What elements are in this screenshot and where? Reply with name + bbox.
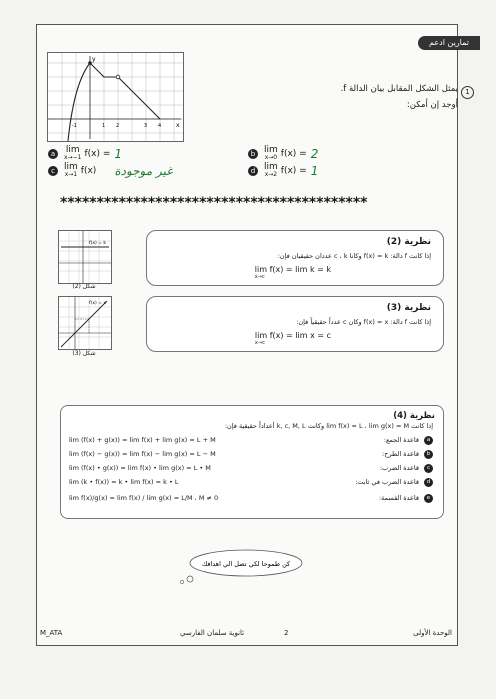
theorem4-box — [60, 405, 444, 519]
theorem3-graph — [58, 296, 112, 350]
handwritten-answer: 1 — [310, 164, 319, 178]
svg-text:f(x) = x: f(x) = x — [89, 301, 107, 306]
tick-label: 3 — [144, 123, 148, 129]
theorem3-title: نظرية (3) — [386, 303, 431, 313]
tick-label: 1 — [102, 123, 106, 129]
footer-school: ثانوية سلمان الفارسي — [180, 629, 245, 637]
curve-left — [68, 63, 90, 141]
x-label: x — [176, 122, 180, 129]
question-number: 1 — [461, 86, 474, 99]
option-c: c lim x→1 f(x) غير موجودة — [48, 164, 173, 178]
option-letter: a — [48, 149, 58, 159]
theorem3-text: إذا كانت f دالة: f(x) = x وكان c عدداً حقيقياً فإن: — [296, 318, 431, 326]
svg-text:f(x) = k: f(x) = k — [89, 241, 106, 246]
option-b: b lim x→0 f(x) = 2 — [248, 147, 318, 161]
cloud-text: كن طموحا لكي تصل الي اهدافك — [201, 560, 291, 568]
rule-a: lim (f(x) + g(x)) = lim f(x) + lim g(x) = L + M قاعدة الجمع: a — [69, 436, 433, 446]
theorem2-box — [146, 230, 444, 286]
option-letter: c — [48, 166, 58, 176]
theorem2-title: نظرية (2) — [386, 237, 431, 247]
exercise-banner: تمارين ادعم — [418, 36, 480, 50]
rule-d: lim (k • f(x)) = k • lim f(x) = k • L قاعدة الضرب في ثابت: d — [69, 478, 433, 488]
theorem2-text: إذا كانت f دالة: f(x) = k وكانا c ، k عددان حقيقيان فإن: — [277, 252, 431, 260]
theorem2-formula: lim f(x) = lim k = k x→c — [254, 265, 331, 280]
separator-stars: ****************************************** — [60, 195, 368, 211]
question-statement: يمثل الشكل المقابل بيان الدالة f. — [340, 84, 458, 94]
theorem2-graph — [58, 230, 112, 284]
question-instruction: أوجد إن أمكن: — [406, 100, 458, 110]
footer-unit: الوحدة الأولى — [413, 629, 452, 637]
rule-e: lim f(x)/g(x) = lim f(x) / lim g(x) = L/M ، M ≠ 0 قاعدة القسمة: e — [69, 494, 433, 504]
y-label: y — [92, 56, 96, 63]
tick-label: -1 — [72, 123, 77, 129]
theorem4-intro: إذا كانت lim f(x) = L ، lim g(x) = M وكانت k, c, M, L أعداداً حقيقية فإن: — [224, 422, 433, 430]
function-graph — [47, 52, 184, 142]
open-point — [116, 75, 120, 79]
rule-c: lim (f(x) • g(x)) = lim f(x) • lim g(x) = L • M قاعدة الضرب: c — [69, 464, 433, 474]
option-letter: d — [248, 166, 258, 176]
tick-label: 2 — [116, 123, 120, 129]
theorem3-box — [146, 296, 444, 352]
segment-right — [118, 77, 160, 119]
footer-page-number: 2 — [284, 629, 289, 637]
footer-author: M_ATA — [40, 629, 63, 637]
option-letter: b — [248, 149, 258, 159]
theorem3-formula: lim f(x) = lim x = c x→c — [254, 331, 331, 346]
option-a: a lim x→−1 f(x) = 1 — [48, 147, 122, 161]
motivation-cloud — [176, 548, 308, 584]
rule-b: lim (f(x) − g(x)) = lim f(x) − lim g(x) = L − M قاعدة الطرح: b — [69, 450, 433, 460]
handwritten-answer: 1 — [114, 147, 122, 161]
handwritten-answer: 2 — [310, 147, 319, 161]
theorem2-caption: شكل (2) — [72, 283, 96, 290]
option-d: d lim x→2 f(x) = 1 — [248, 164, 318, 178]
theorem3-caption: شكل (3) — [72, 350, 96, 357]
theorem4-title: نظرية (4) — [393, 411, 435, 421]
handwritten-answer: غير موجودة — [114, 164, 173, 178]
tick-label: 4 — [158, 123, 162, 129]
